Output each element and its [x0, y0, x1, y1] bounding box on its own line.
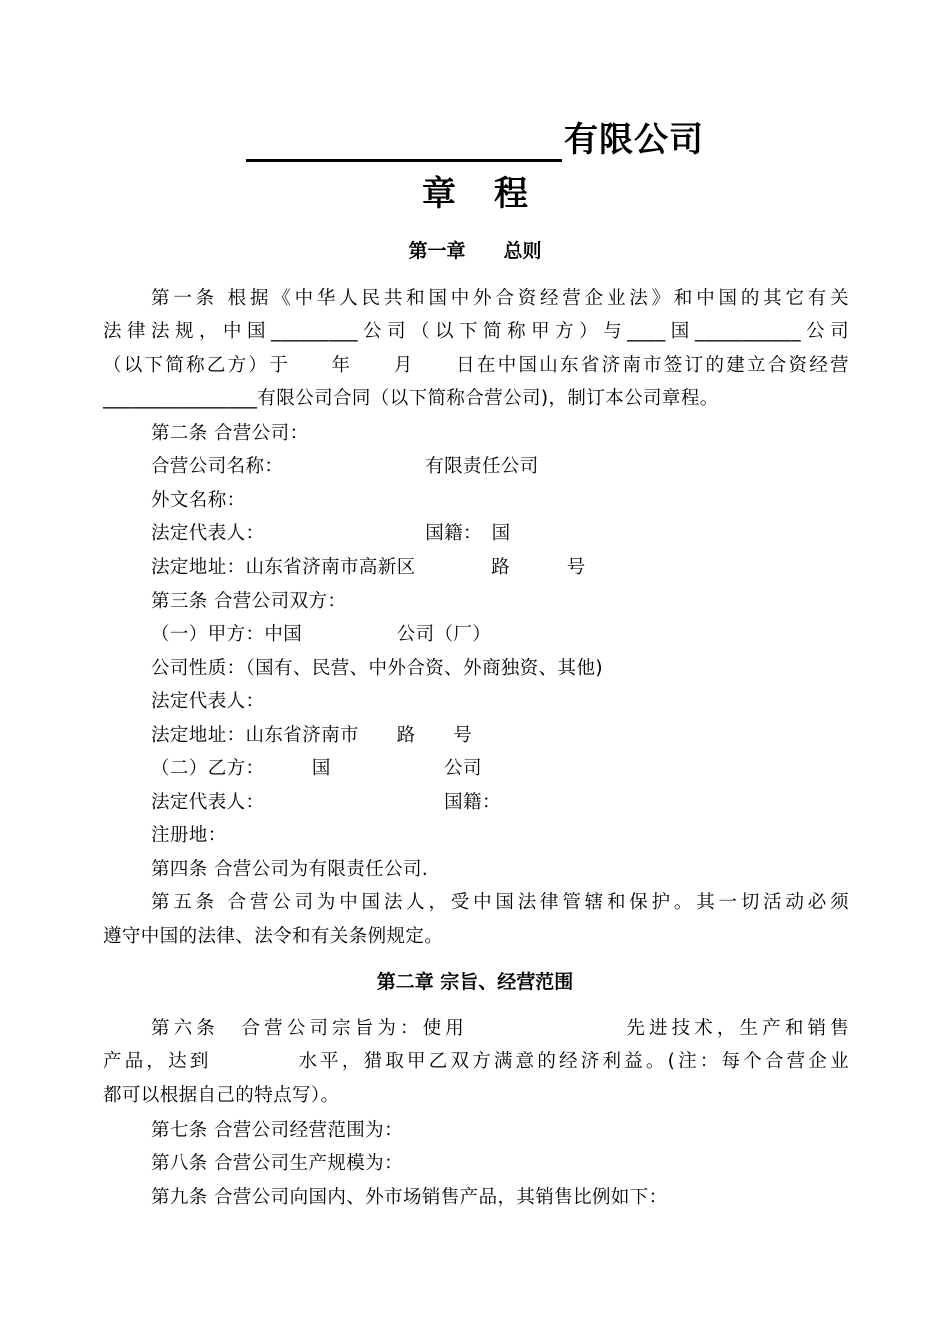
party-a-address-line: 法定地址：山东省济南市 路 号 — [151, 725, 473, 746]
article6-line3: 都可以根据自己的特点写）。 — [103, 1085, 340, 1106]
chapter2-heading: 第二章 宗旨、经营范围 — [376, 971, 574, 993]
company-name-line: 合营公司名称： 有限责任公司 — [151, 456, 539, 477]
foreign-name-line: 外文名称： — [151, 490, 246, 511]
chapter1-heading: 第一章 总则 — [408, 240, 542, 262]
article9: 第九条 合营公司向国内、外市场销售产品，其销售比例如下： — [151, 1187, 668, 1208]
article3: 第三条 合营公司双方： — [151, 591, 347, 612]
article2: 第二条 合营公司： — [151, 423, 309, 444]
article4: 第四条 合营公司为有限责任公司. — [151, 859, 429, 880]
article1-line3: （以下简称乙方）于 年 月 日在中国山东省济南市签订的建立合资经营 — [103, 355, 849, 376]
article7: 第七条 合营公司经营范围为： — [151, 1120, 403, 1141]
article5-line1: 第五条 合营公司为中国法人，受中国法律管辖和保护。其一切活动必须 — [151, 892, 849, 913]
article8: 第八条 合营公司生产规模为： — [151, 1153, 403, 1174]
article5-line2: 遵守中国的法律、法令和有关条例规定。 — [103, 926, 444, 947]
company-suffix: 有限公司 — [564, 120, 704, 160]
party-b-line: （二）乙方： 国 公司 — [151, 758, 482, 779]
article6-line1: 第六条 合营公司宗旨为：使用 先进技术，生产和销售 — [151, 1018, 849, 1039]
company-name-blank — [246, 127, 562, 162]
party-a-rep-line: 法定代表人： — [151, 691, 265, 712]
company-nature-line: 公司性质：（国有、民营、中外合资、外商独资、其他) — [151, 658, 603, 679]
legal-address-line: 法定地址：山东省济南市高新区 路 号 — [151, 557, 586, 578]
legal-rep-line: 法定代表人： 国籍： 国 — [151, 523, 511, 544]
article6-line2: 产品，达到 水平，猎取甲乙双方满意的经济利益。(注：每个合营企业 — [103, 1051, 849, 1072]
article1-line4: ________________有限公司合同（以下简称合营公司)，制订本公司章程。 — [103, 388, 719, 409]
party-b-reg-line: 注册地： — [151, 825, 227, 846]
doc-title — [0, 118, 950, 162]
party-b-rep-line: 法定代表人： 国籍： — [151, 792, 501, 813]
doc-subtitle: 章程 — [422, 174, 566, 214]
article1-line1: 第一条 根据《中华人民共和国中外合资经营企业法》和中国的其它有关 — [151, 288, 849, 309]
party-a-line: （一）甲方：中国 公司（厂） — [151, 624, 492, 645]
article1-line2: 法律法规，中国_________公司（以下简称甲方）与____国___________公司 — [103, 321, 849, 342]
